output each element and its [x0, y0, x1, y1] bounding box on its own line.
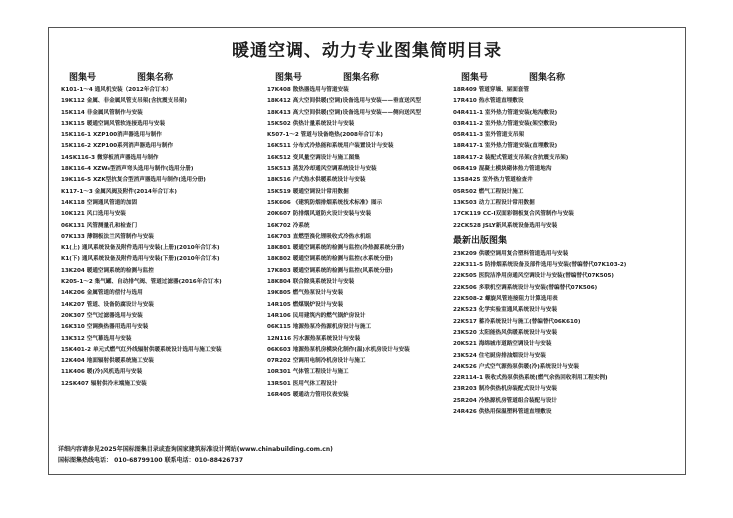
atlas-entry: 17K408 散热器选用与管道安装	[267, 87, 349, 93]
header-name: 图集名称	[529, 73, 566, 83]
column-header	[61, 71, 266, 85]
atlas-entry: 24R426 供热用保温塑料管道直埋敷设	[453, 409, 552, 416]
new-releases-heading: 最新出版图集	[453, 235, 508, 246]
atlas-list-1	[61, 85, 266, 390]
atlas-entry: 10K121 风口选用与安装	[61, 211, 126, 218]
atlas-entry: 22CK528 JSLY新风系统设备选用与安装	[453, 222, 558, 229]
atlas-entry: 12SK407 辐射供冷末端施工安装	[61, 380, 147, 387]
catalog-frame	[48, 27, 686, 475]
atlas-entry: 17CK119 CC-I双面彩钢板复合风管制作与安装	[453, 211, 574, 218]
atlas-list-3	[453, 85, 681, 232]
atlas-entry: K1(下) 通风系统设备及附件选用与安装(下册)(2010年合订本)	[61, 256, 220, 263]
atlas-entry: 17K803 暖通空调系统的检测与监控(风系统分册)	[267, 267, 393, 274]
atlas-entry: 03R411-2 室外热力管道安装(架空敷设)	[453, 120, 558, 127]
atlas-entry: 04R411-1 室外热力管道安装(地沟敷设)	[453, 109, 558, 116]
atlas-entry: 05R502 燃气工程设计施工	[453, 188, 524, 195]
atlas-entry: K101-1～4 通风机安装（2012年合订本）	[61, 87, 172, 93]
atlas-entry: 18K413 高大空间供暖(空调)设备选用与安装——侧向送风型	[267, 109, 421, 116]
header-name: 图集名称	[343, 73, 380, 83]
atlas-entry: 22K506 多联机空调系统设计与安装(替编替代07K506)	[453, 284, 598, 291]
atlas-entry: 13K115 暖通空调风管软连接选用与安装	[61, 120, 166, 127]
atlas-entry: 15K116-1 XZP100消声器选用与制作	[61, 132, 162, 139]
atlas-entry: 18R417-2 装配式管道支吊架(含抗震支吊架)	[453, 154, 569, 161]
atlas-entry: 06K603 地源热泵机房模块化制作(温)水机房设计与安装	[267, 346, 410, 353]
atlas-entry: 23K209 供暖空调用复合塑料管道选用与安装	[453, 250, 569, 257]
atlas-entry: 05R411-3 室外管道支吊架	[453, 132, 525, 139]
atlas-entry: 23R203 制冷供热机房装配式设计与安装	[453, 386, 558, 393]
atlas-entry: 15K606 《建筑防烟排烟系统技术标准》图示	[267, 199, 383, 206]
atlas-entry: 16K512 变风量空调设计与施工图集	[267, 154, 360, 161]
atlas-entry: K1(上) 通风系统设备及附件选用与安装(上册)(2010年合订本)	[61, 245, 220, 252]
atlas-entry: 16K310 空调换热器用选用与安装	[61, 324, 149, 331]
atlas-entry: 16K702 冷系统	[267, 222, 310, 229]
atlas-entry: K507-1～2 管道与设备绝热(2008年合订本)	[267, 132, 383, 139]
column-3	[453, 71, 681, 418]
atlas-entry: 22R114-1 吸收式热泵供热系统(燃气余热回收利用工程实例)	[453, 375, 608, 382]
atlas-entry: 18R409 管道穿墙、屋面套管	[453, 87, 530, 93]
atlas-entry: 22K523 化学实验室通风系统设计与安装	[453, 307, 558, 314]
atlas-entry: 23K520 太阳能热风供暖系统设计与安装	[453, 329, 558, 336]
atlas-entry: 13K312 空气幕选用与安装	[61, 335, 132, 342]
atlas-entry: 20K307 空气过滤器选用与安装	[61, 312, 143, 319]
column-2	[267, 71, 477, 401]
atlas-entry: K205-1～2 集气罐、自动排气阀、管道过滤器(2016年合订本)	[61, 279, 222, 286]
atlas-entry: 23K524 住宅厨房排油烟设计与安装	[453, 352, 546, 359]
atlas-list-new	[453, 249, 681, 418]
atlas-entry: 07R202 空调用电制冷机房设计与施工	[267, 358, 366, 365]
atlas-entry: 18K804 联合除臭系统设计与安装	[267, 279, 355, 286]
column-header	[267, 71, 477, 85]
atlas-entry: 14K206 金属管道的偿付与选用	[61, 290, 143, 297]
atlas-entry: 16K703 直燃型溴化锂吸收式冷热水机组	[267, 233, 372, 240]
atlas-entry: 13R501 医用气体工程设计	[267, 380, 338, 387]
atlas-entry: 19K805 燃气热泵设计与安装	[267, 290, 344, 297]
atlas-entry: 18K412 高大空间供暖(空调)设备选用与安装——垂直送风型	[267, 98, 421, 105]
atlas-entry: 06K131 风管测量孔和检查门	[61, 222, 138, 229]
footer-hotline: 国标图集热线电话： 010-68799100 联系电话：010-88426737	[58, 457, 244, 464]
atlas-entry: 20K607 防排烟风道防火设计安装与安装	[267, 211, 372, 218]
atlas-list-2	[267, 85, 477, 401]
atlas-entry: 16R405 暖通动力管用仪表安装	[267, 392, 349, 399]
atlas-entry: 10R301 气体管工程设计与施工	[267, 369, 349, 376]
atlas-entry: 18R417-1 室外热力管道安装(直埋敷设)	[453, 143, 558, 150]
atlas-entry: 12N116 污水源热泵系统设计与安装	[267, 335, 361, 342]
atlas-entry: 22K505 医院洁净用房通风空调设计与安装(替编替代07K505)	[453, 273, 614, 280]
atlas-entry: 14R105 燃煤锅炉设计与安装	[267, 301, 344, 308]
atlas-entry: 24K526 户式空气源热泵供暖(冷)系统设计与安装	[453, 363, 579, 370]
atlas-entry: 13K503 动力工程设计常用数据	[453, 199, 535, 206]
atlas-entry: 22K311-5 防排烟系统设备及部件选用与安装(替编替代07K103-2)	[453, 262, 627, 269]
atlas-entry: 15K502 供热计量系统设计与安装	[267, 120, 355, 127]
atlas-entry: 12K404 地面辐射供暖系统施工安装	[61, 358, 154, 365]
footer-note: 详细内容请参见2025年国标图集目录或查询国家建筑标准设计网站(www.chinabuilding.com.cn)	[58, 446, 333, 453]
header-name: 图集名称	[137, 73, 174, 83]
atlas-entry: 14R106 民用建筑内的燃气锅炉房设计	[267, 312, 366, 319]
header-code: 图集号	[69, 73, 97, 83]
atlas-entry: 25R204 冷热源机房管道组合装配与设计	[453, 397, 558, 404]
atlas-entry: 18K802 暖通空调系统的检测与监控(水系统分册)	[267, 256, 393, 263]
atlas-entry: 15K116-2 XZP100系列消声器选用与制作	[61, 143, 174, 150]
atlas-entry: 18K516 户式热水供暖系统设计与安装	[267, 177, 366, 184]
atlas-entry: 13K204 暖通空调系统的检测与监控	[61, 267, 154, 274]
header-code: 图集号	[275, 73, 303, 83]
atlas-entry: 13S8425 室外热力管道检查井	[453, 177, 533, 184]
atlas-entry: 16K511 分布式冷热能和系统用户装置设计与安装	[267, 143, 394, 150]
atlas-entry: 22K517 蓄冷系统设计与施工(替编替代06K610)	[453, 318, 581, 325]
atlas-entry: 22K508-2 螺旋风管连接阻力计算选用表	[453, 296, 558, 303]
footer	[58, 444, 333, 466]
atlas-entry: 15K513 蒸发冷却通风空调系统设计与安装	[267, 166, 377, 173]
column-header	[453, 71, 681, 85]
atlas-entry: 14K118 空调通风管道的加固	[61, 199, 138, 206]
atlas-entry: 14SK116-3 微穿板消声器选用与制作	[61, 154, 159, 161]
column-1	[61, 71, 266, 390]
atlas-entry: 06K115 地源热泵冷热源机房设计与施工	[267, 324, 372, 331]
atlas-entry: 15K519 暖通空调设计常用数据	[267, 188, 349, 195]
atlas-entry: 18K116-4 XZW₆型消声弯头选用与制作(选用分册)	[61, 166, 194, 173]
page-title: 暖通空调、动力专业图集简明目录	[232, 41, 502, 61]
atlas-entry: 19K112 金属、非金属风管支吊架(含抗震支吊架)	[61, 98, 187, 105]
atlas-entry: K117-1～3 金属风阀及附件(2014年合订本)	[61, 188, 177, 195]
atlas-entry: 15K401-2 单元式燃气红外线辐射供暖系统设计选用与施工安装	[61, 346, 222, 353]
atlas-entry: 06R419 混凝土模块砌体热力管道地沟	[453, 166, 552, 173]
atlas-entry: 11K406 暖(冷)风机选用与安装	[61, 369, 143, 376]
atlas-entry: 18K801 暖通空调系统的检测与监控(冷热源系统分册)	[267, 245, 405, 252]
atlas-entry: 14K207 管道、设备防腐设计与安装	[61, 301, 154, 308]
atlas-entry: 07K133 薄钢板法兰风管制作与安装	[61, 233, 154, 240]
atlas-entry: 19K116-5 XZK型抗复合型消声器选用与制作(选用分册)	[61, 177, 206, 184]
atlas-entry: 17R410 热水管道直埋敷设	[453, 98, 524, 105]
atlas-entry: 20K521 海绵城市道路空调设计与安装	[453, 341, 552, 348]
header-code: 图集号	[461, 73, 489, 83]
atlas-entry: 15K114 非金属风管制作与安装	[61, 109, 143, 116]
